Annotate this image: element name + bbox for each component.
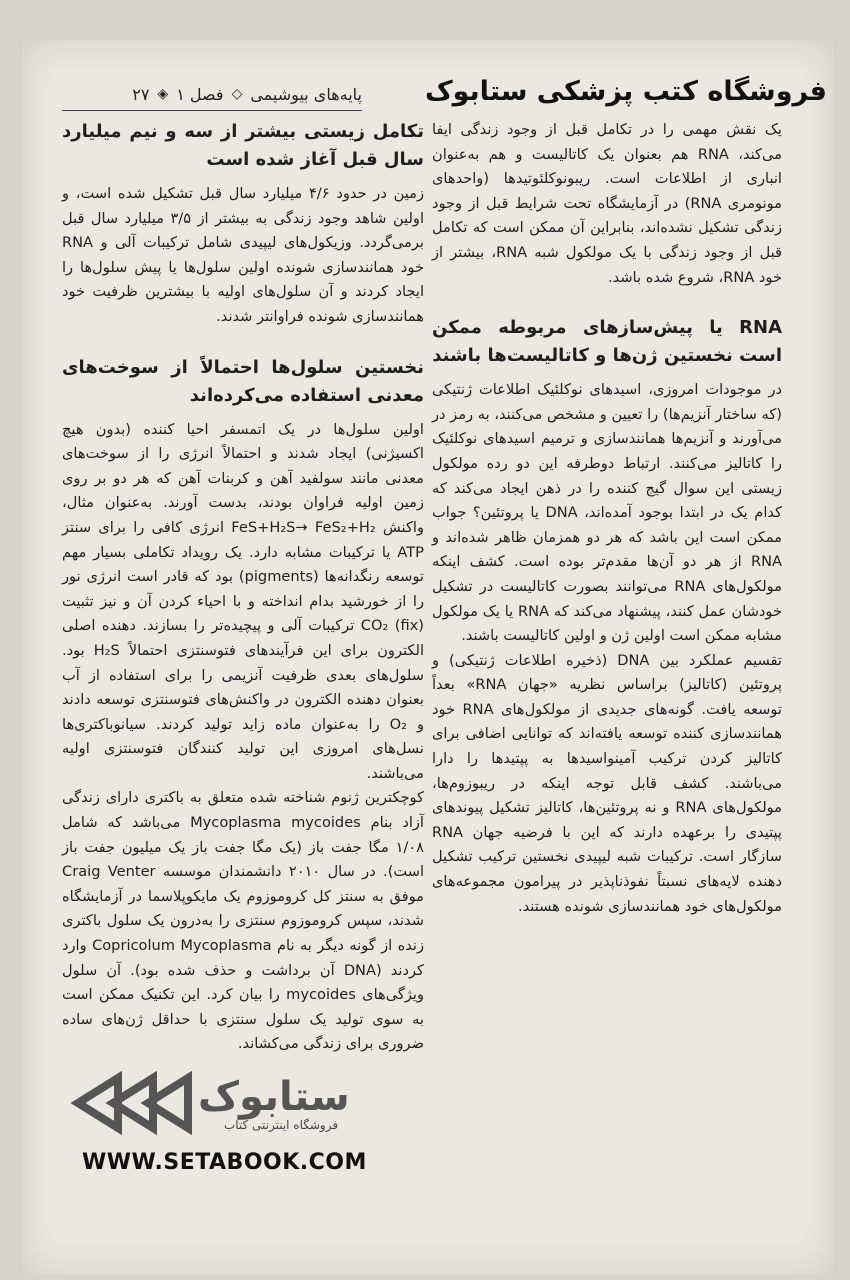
logo-text: ستابوک [198, 1074, 350, 1120]
chapter-label: فصل ۱ [176, 84, 224, 104]
page-number: ۲۷ [132, 84, 150, 104]
right-paragraph-2: در موجودات امروزی، اسیدهای نوکلئیک اطلاعات ژنتیکی (که ساختار آنزیم‌ها) را تعیین و مشخص می‌کنند، به رمز در می‌آورند و آنزیم‌ها همانندسازی و ترمیم اسیدهای نوکلئیک را کاتالیز می‌کنند. ارتباط دوطرفه این دو رده مولکول زیستی این سوال گیج کننده را در ذهن ایجاد می‌کند که کدام یک در ابتدا بوجود آمده‌اند، DNA یا پروتئین؟ جواب ممکن است این باشد که هر دو همزمان ظاهر شده‌اند و RNA از هر دو آن‌ها مقدم‌تر بوده است. کشف اینکه مولکول‌های RNA می‌توانند بصورت کاتالیست در تشکیل خودشان عمل کنند، پیشنهاد می‌کند که RNA یا یک مولکول مشابه ممکن است اولین ژن و اولین کاتالیست باشند. [432, 381, 783, 645]
book-logo-icon [68, 1068, 198, 1138]
logo-subtitle: فروشگاه اینترنتی کتاب [223, 1118, 339, 1132]
header-divider [62, 110, 362, 111]
left-paragraph-1: زمین در حدود ۴/۶ میلیارد سال قبل تشکیل شده است، و اولین شاهد وجود زندگی به بیشتر از ۳/۵ میلیارد سال قبل برمی‌گردد. وزیکول‌های لیپیدی شامل ترکیبات آلی و RNA خود همانندسازی شونده اولین سلول‌ها یا پیش سلول‌ها را ایجاد کردند و آن سلول‌های اولیه با بیشترین ظرفیت خود همانندسازی شونده فراوانتر شدند. [62, 185, 425, 325]
left-heading-1: تکامل زیستی بیشتر از سه و نیم میلیارد سال قبل آغاز شده است [62, 121, 424, 170]
left-paragraph-2: اولین سلول‌ها در یک اتمسفر احیا کننده (بدون هیچ اکسیژنی) ایجاد شدند و احتمالاً انرژی را از سوخت‌های معدنی مانند سولفید آهن و کربنات آهن که هر دو بر روی زمین اولیه فراوان بودند، بدست آورند. به‌عنوان مثال، واکنش FeS+H₂S→ FeS₂+H₂ انرژی کافی را برای سنتز ATP یا ترکیبات مشابه دارد. یک رویداد تکاملی بسیار مهم توسعه رنگدانه‌ها (pigments) بود که قادر است انرژی نور را از خورشید بدام انداخته و با احیاء کردن آن و نیز تثبیت CO₂ (fix) ترکیبات آلی و پیچیده‌تر را بسازند. دهنده اصلی الکترون برای این فرآیندهای فتوسنتزی احتمالاً H₂S بود. سلول‌های بعدی ظرفیت آنزیمی را برای استفاده از آب بعنوان دهنده الکترون در واکنش‌های فتوسنتزی توسعه دادند و O₂ را به‌عنوان ماده زاید تولید کردند. سیانوباکتری‌ها نسل‌های امروزی این تولید کنندگان فتوسنتزی اولیه می‌باشند. [62, 420, 424, 782]
right-heading-1: RNA یا پیش‌سازهای مربوطه ممکن است نخستین ژن‌ها و کاتالیست‌ها باشند [432, 317, 782, 367]
right-paragraph-3: تقسیم عملکرد بین DNA (ذخیره اطلاعات ژنتیکی) و پروتئین (کاتالیز) براساس نظریه «جهان RNA» بعداً توسعه یافت. گونه‌های جدیدی از مولکول‌های RNA خود همانندسازی کننده توسعه یافته‌اند که توانایی اضافی برای کاتالیز کردن ترکیب آمینواسیدها به پپتیدها را دارا می‌باشند. کشف قابل توجه اینکه در ریبوزوم‌ها، مولکول‌های RNA و نه پروتئین‌ها، کاتالیز تشکیل پیوندهای پپتیدی را برعهده دارند که این با فرضیه جهان RNA سازگار است. ترکیبات شبه لیپیدی نخستین ترکیب تشکیل دهنده لایه‌های نسبتاً نفوذناپذیر در پیرامون مجموعه‌های مولکول‌های خود همانندسازی شونده هستند. [432, 651, 783, 915]
filled-diamond-icon: ◈ [157, 86, 169, 102]
right-paragraph-1: یک نقش مهمی را در تکامل قبل از وجود زندگی ایفا می‌کند، RNA هم بعنوان یک کاتالیست و هم به‌عنوان انباری از اطلاعات است. ریبونوکلئوتیدها (واحدهای مونومری RNA) در آزمایشگاه تحت شرایط قبل از وجود زندگی تشکیل نشده‌اند، بنابراین آن ممکن است که تکامل قبل از وجود زندگی با یک مولکول شبه RNA، بیشتر از خود RNA، شروع شده باشد. [432, 121, 783, 286]
right-column [432, 118, 782, 919]
left-column [62, 118, 424, 1057]
chapter-title: پایه‌های بیوشیمی [250, 84, 362, 104]
store-watermark: فروشگاه کتب پزشکی ستابوک [424, 76, 827, 107]
setabook-logo [68, 1068, 368, 1148]
left-heading-2: نخستین سلول‌ها احتمالاً از سوخت‌های معدنی استفاده می‌کرده‌اند [62, 356, 424, 406]
left-paragraph-3: کوچکترین ژنوم شناخته شده متعلق به باکتری دارای زندگی آزاد بنام Mycoplasma mycoides می‌باشد که شامل ۱/۰۸ مگا جفت باز (یک مگا جفت باز یک میلیون جفت باز است). در سال ۲۰۱۰ دانشمندان موسسه Craig Venter موفق به سنتز کل کروموزوم یک مایکوپلاسما در آزمایشگاه شدند، سپس کروموزوم سنتزی را به‌درون یک سلول باکتری زنده از گونه دیگر به نام Copricolum Mycoplasma وارد کردند (DNA آن برداشت و حذف شده بود). آن سلول ویژگی‌های mycoides را بیان کرد. این تکنیک ممکن است به سوی تولید یک سلول سنتزی با حداقل ژن‌های ساده ضروری برای زندگی می‌کشاند. [62, 789, 425, 1053]
diamond-icon: ◇ [231, 86, 243, 102]
page-header [62, 80, 362, 108]
website-url: WWW.SETABOOK.COM [82, 1150, 367, 1175]
